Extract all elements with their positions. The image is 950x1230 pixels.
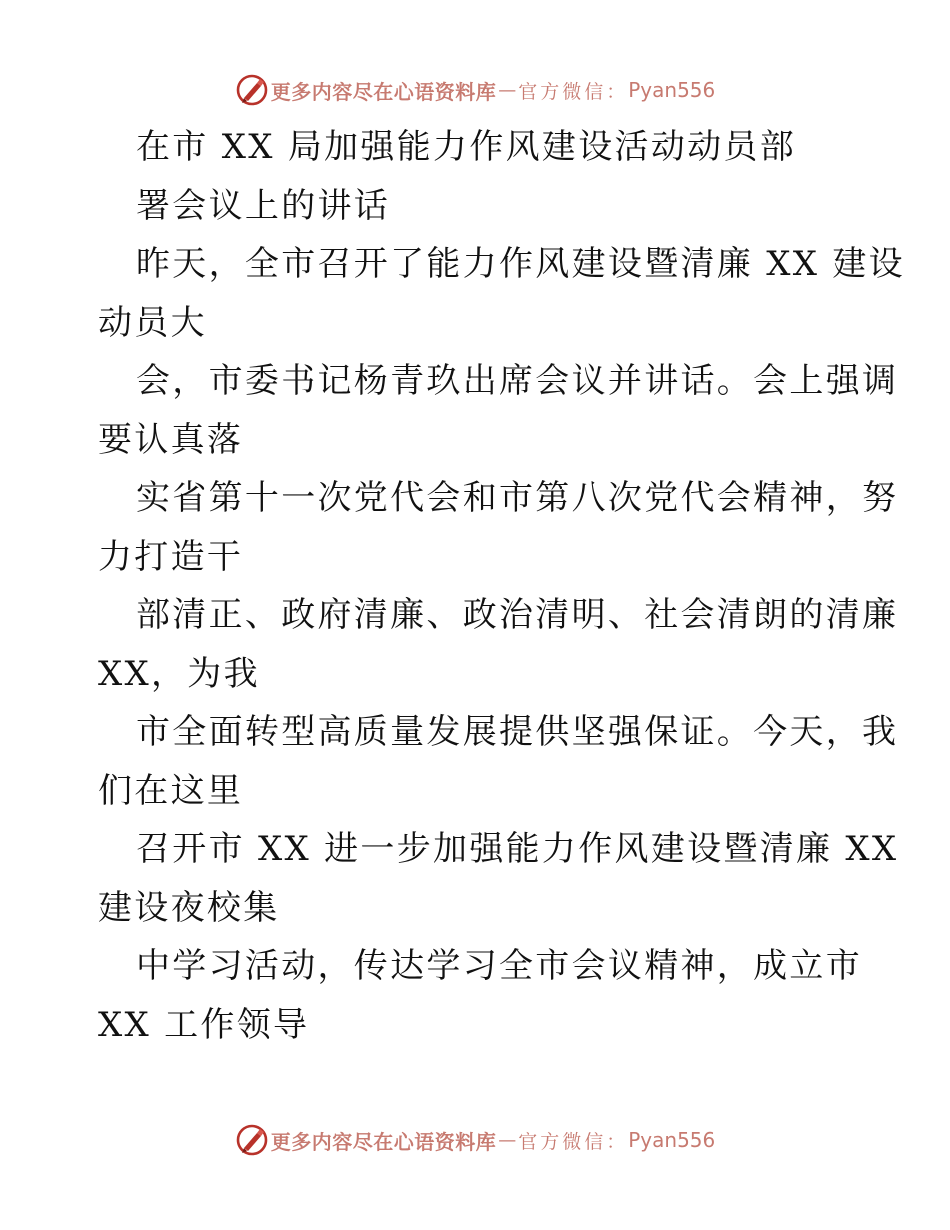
text-line-13: 召开市 XX 进一步加强能力作风建设暨清廉 XX: [136, 829, 899, 869]
banner-title: 更多内容尽在心语资料库: [270, 1129, 497, 1154]
text-line-10: XX，为我: [98, 653, 260, 694]
header-banner: [0, 70, 950, 110]
text-line-16: XX 工作领导: [98, 1004, 310, 1045]
text-line-7: 实省第十一次党代会和市第八次党代会精神，努: [136, 478, 899, 518]
text-line-1: 在市 XX 局加强能力作风建设活动动员部: [136, 127, 797, 167]
banner-wechat-id: Pyan556: [628, 78, 716, 102]
footer-banner: [0, 1120, 950, 1160]
banner-title: 更多内容尽在心语资料库: [270, 79, 497, 104]
text-line-15: 中学习活动，传达学习全市会议精神，成立市: [136, 946, 862, 986]
text-line-9: 部清正、政府清廉、政治清明、社会清朗的清廉: [136, 595, 899, 635]
text-line-4: 动员大: [98, 302, 207, 343]
text-line-12: 们在这里: [98, 770, 244, 811]
text-line-5: 会，市委书记杨青玖出席会议并讲话。会上强调: [136, 361, 899, 401]
banner-wechat-label: 官方微信：: [518, 1130, 629, 1153]
pen-logo-icon: [235, 1123, 269, 1157]
banner-wechat-id: Pyan556: [628, 1128, 716, 1152]
banner-separator: —: [498, 79, 517, 101]
text-line-6: 要认真落: [98, 419, 244, 460]
text-line-8: 力打造干: [98, 536, 244, 577]
banner-separator: —: [498, 1129, 517, 1151]
pen-logo-icon: [235, 73, 269, 107]
text-line-2: 署会议上的讲话: [136, 185, 391, 226]
text-line-3: 昨天，全市召开了能力作风建设暨清廉 XX 建设: [136, 244, 905, 284]
text-line-11: 市全面转型高质量发展提供坚强保证。今天，我: [136, 712, 899, 752]
document-body: [98, 118, 905, 1054]
banner-wechat-label: 官方微信：: [518, 80, 629, 103]
text-line-14: 建设夜校集: [98, 887, 280, 928]
